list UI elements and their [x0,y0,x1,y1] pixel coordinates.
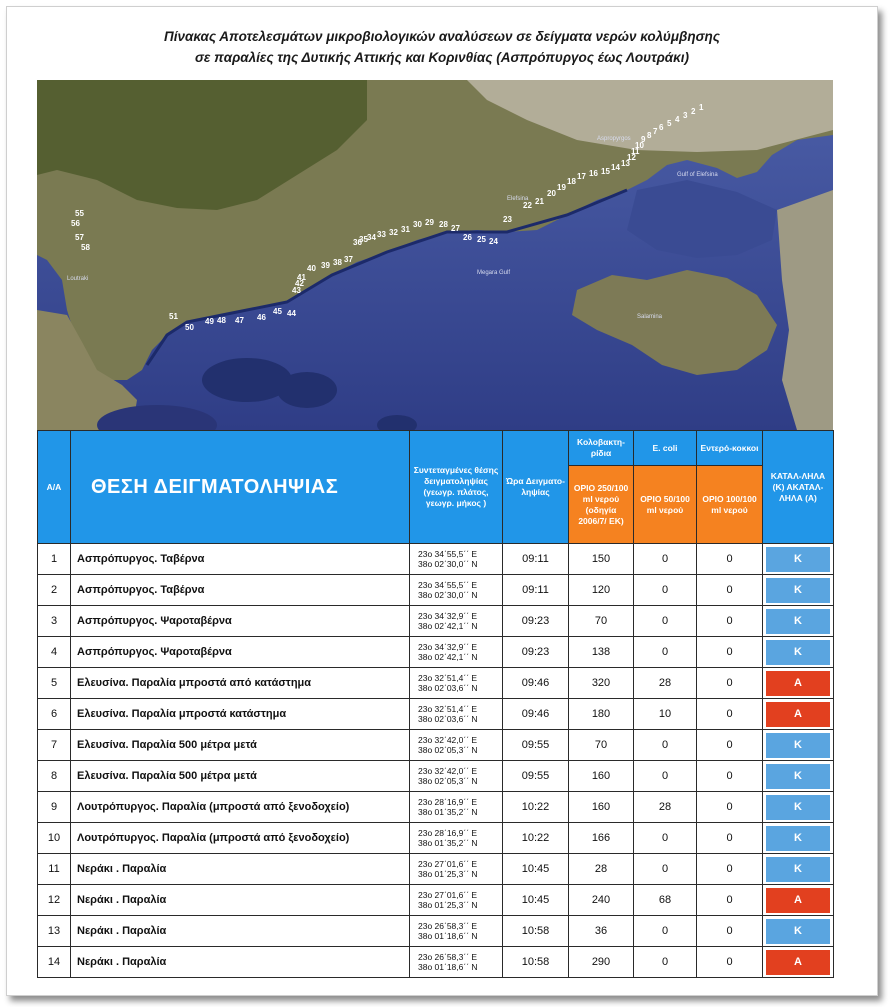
map-point-label: 4 [675,115,680,124]
header-location: ΘΕΣΗ ΔΕΙΓΜΑΤΟΛΗΨΙΑΣ [71,431,410,544]
row-location: Ασπρόπυργος. Ψαροταβέρνα [71,606,410,637]
status-badge: Α [766,888,830,913]
table-row [38,761,834,792]
row-status-cell [763,823,834,854]
status-badge: Κ [766,578,830,603]
header-aa: Α/Α [38,431,71,544]
map-place-label: Elefsina [507,196,529,202]
row-longitude: 23o 34΄55,5΄΄ E [418,549,478,559]
row-time: 10:58 [503,916,569,947]
row-time: 10:45 [503,854,569,885]
map-point-label: 16 [589,169,598,178]
row-number: 12 [38,885,71,916]
row-ecoli: 0 [634,637,697,668]
map-point-label: 46 [257,313,266,322]
row-longitude: 23o 32΄51,4΄΄ E [418,673,478,683]
status-badge: Κ [766,640,830,665]
status-badge: Κ [766,547,830,572]
row-status-cell [763,854,834,885]
row-longitude: 23o 32΄42,0΄΄ E [418,766,478,776]
row-longitude: 23o 27΄01,6΄΄ E [418,859,478,869]
row-number: 9 [38,792,71,823]
row-location: Ελευσίνα. Παραλία μπροστά κατάστημα [71,699,410,730]
status-badge: Α [766,702,830,727]
row-latitude: 38o 02΄42,1΄΄ N [418,621,478,631]
row-number: 5 [38,668,71,699]
map-point-label: 24 [489,237,498,246]
row-coliforms: 150 [569,544,634,575]
map-point-label: 56 [71,219,80,228]
row-ecoli: 0 [634,854,697,885]
row-coords [410,761,503,792]
map-point-label: 49 [205,317,214,326]
map-point-label: 39 [321,261,330,270]
row-status-cell [763,947,834,978]
row-longitude: 23o 34΄55,5΄΄ E [418,580,478,590]
map-point-label: 1 [699,103,704,112]
row-latitude: 38o 02΄30,0΄΄ N [418,590,478,600]
row-latitude: 38o 01΄25,3΄΄ N [418,869,478,879]
row-latitude: 38o 01΄35,2΄΄ N [418,807,478,817]
map-point-label: 27 [451,224,460,233]
row-time: 10:45 [503,885,569,916]
map-point-label: 26 [463,233,472,242]
row-entero: 0 [697,823,763,854]
header-ecoli-limit: ΟΡΙΟ 50/100 ml νερού [634,466,697,544]
row-coliforms: 166 [569,823,634,854]
row-coliforms: 320 [569,668,634,699]
row-longitude: 23o 26΄58,3΄΄ E [418,921,478,931]
row-ecoli: 28 [634,668,697,699]
row-coliforms: 36 [569,916,634,947]
row-entero: 0 [697,699,763,730]
header-time: Ώρα Δειγματο-ληψίας [503,431,569,544]
row-coords [410,854,503,885]
row-ecoli: 0 [634,761,697,792]
row-ecoli: 0 [634,606,697,637]
header-coliforms: Κολοβακτη-ρίδια [569,431,634,466]
table-row [38,544,834,575]
row-coliforms: 70 [569,730,634,761]
row-status-cell [763,544,834,575]
map-place-label: Gulf of Elefsina [677,172,718,178]
map-point-label: 35 [359,235,368,244]
row-time: 10:22 [503,823,569,854]
row-time: 09:11 [503,544,569,575]
row-status-cell [763,699,834,730]
map-point-label: 29 [425,218,434,227]
map-point-label: 51 [169,312,178,321]
row-coliforms: 28 [569,854,634,885]
row-location: Ασπρόπυργος. Ταβέρνα [71,544,410,575]
row-ecoli: 28 [634,792,697,823]
row-coords [410,575,503,606]
row-coliforms: 160 [569,761,634,792]
header-entero: Εντερό-κοκκοι [697,431,763,466]
map-point-label: 5 [667,119,672,128]
row-location: Νεράκι . Παραλία [71,885,410,916]
row-latitude: 38o 01΄18,6΄΄ N [418,962,478,972]
row-time: 09:23 [503,606,569,637]
satellite-map [37,80,833,430]
row-status-cell [763,761,834,792]
row-time: 10:58 [503,947,569,978]
row-latitude: 38o 02΄05,3΄΄ N [418,745,478,755]
row-status-cell [763,792,834,823]
map-point-label: 30 [413,220,422,229]
table-row [38,854,834,885]
row-longitude: 23o 27΄01,6΄΄ E [418,890,478,900]
row-time: 10:22 [503,792,569,823]
row-longitude: 23o 34΄32,9΄΄ E [418,611,478,621]
row-status-cell [763,606,834,637]
table-row [38,668,834,699]
row-latitude: 38o 01΄18,6΄΄ N [418,931,478,941]
row-coords [410,606,503,637]
row-coliforms: 180 [569,699,634,730]
row-ecoli: 0 [634,544,697,575]
row-ecoli: 0 [634,947,697,978]
row-coliforms: 290 [569,947,634,978]
status-badge: Κ [766,826,830,851]
row-number: 1 [38,544,71,575]
row-coliforms: 240 [569,885,634,916]
table-row [38,575,834,606]
map-point-label: 40 [307,264,316,273]
status-badge: Κ [766,764,830,789]
table-row [38,885,834,916]
map-point-label: 33 [377,230,386,239]
map-point-label: 19 [557,183,566,192]
header-status: ΚΑΤΑΛ-ΛΗΛΑ (Κ) ΑΚΑΤΑΛ-ΛΗΛΑ (Α) [763,431,834,544]
row-coords [410,792,503,823]
map-point-label: 42 [295,279,304,288]
row-latitude: 38o 01΄35,2΄΄ N [418,838,478,848]
row-latitude: 38o 02΄05,3΄΄ N [418,776,478,786]
map-point-label: 21 [535,197,544,206]
map-place-label: Salamina [637,314,663,320]
row-number: 3 [38,606,71,637]
map-point-label: 12 [627,153,636,162]
row-latitude: 38o 02΄42,1΄΄ N [418,652,478,662]
row-ecoli: 10 [634,699,697,730]
map-point-label: 18 [567,177,576,186]
row-status-cell [763,885,834,916]
row-coliforms: 120 [569,575,634,606]
map-point-label: 17 [577,172,586,181]
row-latitude: 38o 02΄03,6΄΄ N [418,714,478,724]
row-longitude: 23o 34΄32,9΄΄ E [418,642,478,652]
map-point-label: 32 [389,228,398,237]
row-longitude: 23o 28΄16,9΄΄ E [418,797,478,807]
map-point-label: 57 [75,233,84,242]
row-location: Ελευσίνα. Παραλία 500 μέτρα μετά [71,761,410,792]
map-point-label: 20 [547,189,556,198]
map-point-label: 13 [621,159,630,168]
map-point-label: 38 [333,258,342,267]
table-row [38,823,834,854]
row-coords [410,730,503,761]
row-coliforms: 138 [569,637,634,668]
row-location: Νεράκι . Παραλία [71,916,410,947]
row-location: Νεράκι . Παραλία [71,854,410,885]
row-coords [410,885,503,916]
table-row [38,699,834,730]
map-point-label: 55 [75,209,84,218]
row-location: Λουτρόπυργος. Παραλία (μπροστά από ξενοδοχείο) [71,823,410,854]
row-coords [410,916,503,947]
map-point-label: 48 [217,316,226,325]
map-point-label: 9 [641,135,646,144]
status-badge: Κ [766,857,830,882]
row-entero: 0 [697,637,763,668]
row-entero: 0 [697,606,763,637]
row-location: Ασπρόπυργος. Ψαροταβέρνα [71,637,410,668]
map-point-label: 47 [235,316,244,325]
row-entero: 0 [697,730,763,761]
row-number: 6 [38,699,71,730]
row-number: 4 [38,637,71,668]
map-point-label: 10 [635,141,644,150]
map-point-label: 14 [611,163,620,172]
table-row [38,792,834,823]
header-coords: Συντεταγμένες θέσης δειγματοληψίας (γεωγρ. πλάτος, γεωγρ. μήκος ) [410,431,503,544]
status-badge: Κ [766,733,830,758]
status-badge: Α [766,671,830,696]
row-coliforms: 160 [569,792,634,823]
header-ecoli: E. coli [634,431,697,466]
map-point-label: 11 [631,147,640,156]
row-ecoli: 68 [634,885,697,916]
row-status-cell [763,916,834,947]
row-latitude: 38o 01΄25,3΄΄ N [418,900,478,910]
row-entero: 0 [697,947,763,978]
document-frame [6,6,878,996]
shoal-2 [277,372,337,408]
row-coords [410,637,503,668]
row-time: 09:23 [503,637,569,668]
row-time: 09:55 [503,730,569,761]
row-entero: 0 [697,761,763,792]
row-entero: 0 [697,575,763,606]
row-number: 13 [38,916,71,947]
map-point-label: 44 [287,309,296,318]
table-row [38,947,834,978]
table-row [38,637,834,668]
map-point-label: 41 [297,273,306,282]
table-row [38,606,834,637]
status-badge: Κ [766,919,830,944]
status-badge: Α [766,950,830,975]
map-point-label: 58 [81,243,90,252]
map-point-label: 36 [353,238,362,247]
status-badge: Κ [766,795,830,820]
row-location: Ασπρόπυργος. Ταβέρνα [71,575,410,606]
row-entero: 0 [697,544,763,575]
row-entero: 0 [697,916,763,947]
row-status-cell [763,575,834,606]
title-line-2: σε παραλίες της Δυτικής Αττικής και Κορινθίας (Ασπρόπυργος έως Λουτράκι) [194,50,690,65]
row-ecoli: 0 [634,575,697,606]
row-number: 7 [38,730,71,761]
row-status-cell [763,637,834,668]
map-place-label: Megara Gulf [477,270,511,276]
row-location: Ελευσίνα. Παραλία 500 μέτρα μετά [71,730,410,761]
map-point-label: 50 [185,323,194,332]
map-point-label: 28 [439,220,448,229]
map-point-label: 34 [367,233,376,242]
row-entero: 0 [697,885,763,916]
map-point-label: 8 [647,131,652,140]
row-ecoli: 0 [634,823,697,854]
row-number: 10 [38,823,71,854]
row-location: Λουτρόπυργος. Παραλία (μπροστά από ξενοδοχείο) [71,792,410,823]
row-coords [410,947,503,978]
row-coords [410,668,503,699]
row-longitude: 23o 32΄42,0΄΄ E [418,735,478,745]
row-number: 14 [38,947,71,978]
row-ecoli: 0 [634,916,697,947]
table-row [38,730,834,761]
map-point-label: 25 [477,235,486,244]
map-place-label: Loutraki [67,276,89,282]
row-coliforms: 70 [569,606,634,637]
row-longitude: 23o 32΄51,4΄΄ E [418,704,478,714]
row-location: Νεράκι . Παραλία [71,947,410,978]
row-coords [410,699,503,730]
row-location: Ελευσίνα. Παραλία μπροστά από κατάστημα [71,668,410,699]
header-entero-limit: ΟΡΙΟ 100/100 ml νερού [697,466,763,544]
map-point-label: 2 [691,107,696,116]
row-longitude: 23o 26΄58,3΄΄ E [418,952,478,962]
table-row [38,916,834,947]
row-time: 09:46 [503,668,569,699]
map-point-label: 3 [683,111,688,120]
map-point-label: 22 [523,201,532,210]
map-graphic [37,80,833,430]
map-place-label: Aspropyrgos [597,136,631,142]
row-coords [410,823,503,854]
row-number: 2 [38,575,71,606]
header-coliforms-limit: ΟΡΙΟ 250/100 ml νερού (οδηγία 2006/7/ ΕΚ) [569,466,634,544]
title-line-1: Πίνακας Αποτελεσμάτων μικροβιολογικών αναλύσεων σε δείγματα νερών κολύμβησης [164,29,720,44]
map-point-label: 31 [401,225,410,234]
row-latitude: 38o 02΄30,0΄΄ N [418,559,478,569]
map-point-label: 23 [503,215,512,224]
row-coords [410,544,503,575]
map-point-label: 6 [659,123,664,132]
row-entero: 0 [697,854,763,885]
status-badge: Κ [766,609,830,634]
row-time: 09:55 [503,761,569,792]
map-point-label: 15 [601,167,610,176]
row-latitude: 38o 02΄03,6΄΄ N [418,683,478,693]
row-time: 09:11 [503,575,569,606]
row-time: 09:46 [503,699,569,730]
row-status-cell [763,668,834,699]
row-number: 11 [38,854,71,885]
row-status-cell [763,730,834,761]
row-longitude: 23o 28΄16,9΄΄ E [418,828,478,838]
results-table [37,430,834,978]
map-point-label: 7 [653,127,658,136]
map-point-label: 37 [344,255,353,264]
row-number: 8 [38,761,71,792]
row-ecoli: 0 [634,730,697,761]
map-point-label: 43 [292,286,301,295]
row-entero: 0 [697,668,763,699]
map-point-label: 45 [273,307,282,316]
row-entero: 0 [697,792,763,823]
